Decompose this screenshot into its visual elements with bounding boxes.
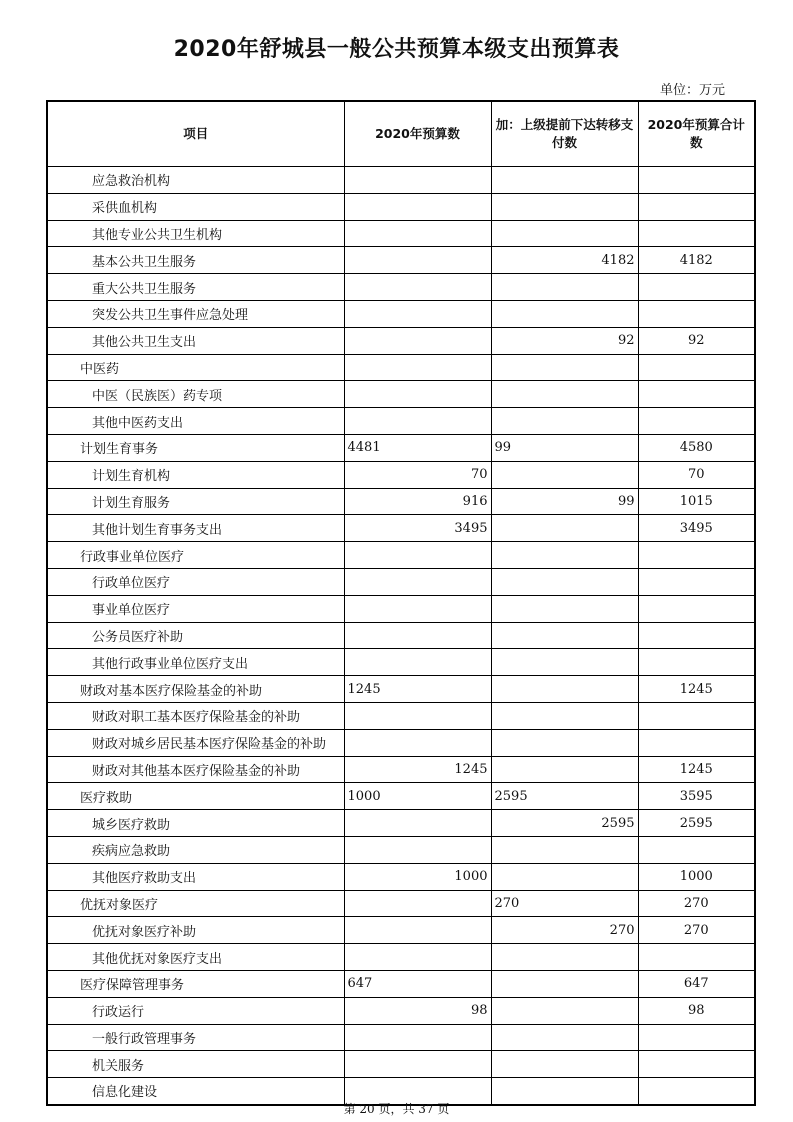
- row-total-value: 270: [638, 917, 755, 944]
- table-row: [47, 917, 755, 944]
- row-total-value: 2595: [638, 810, 755, 837]
- row-item-name: 中医（民族医）药专项: [47, 381, 344, 408]
- table-row: [47, 247, 755, 274]
- row-budget-value: [344, 327, 491, 354]
- row-item-name: 其他专业公共卫生机构: [47, 220, 344, 247]
- row-item-name: 采供血机构: [47, 193, 344, 220]
- unit-label: 单位：万元: [660, 83, 726, 98]
- row-item-name: 信息化建设: [47, 1078, 344, 1105]
- row-item-name: 计划生育机构: [47, 461, 344, 488]
- row-item-name: 其他医疗救助支出: [47, 863, 344, 890]
- row-transfer-value: [491, 970, 638, 997]
- table-row: [47, 300, 755, 327]
- row-transfer-value: [491, 676, 638, 703]
- row-item-name: 财政对城乡居民基本医疗保险基金的补助: [47, 729, 344, 756]
- row-total-value: [638, 836, 755, 863]
- row-transfer-value: [491, 702, 638, 729]
- row-budget-value: 4481: [344, 434, 491, 461]
- table-row: [47, 274, 755, 301]
- row-total-value: [638, 1051, 755, 1078]
- row-total-value: 647: [638, 970, 755, 997]
- row-budget-value: [344, 274, 491, 301]
- row-transfer-value: [491, 193, 638, 220]
- table-row: [47, 167, 755, 194]
- row-budget-value: 647: [344, 970, 491, 997]
- table-row: [47, 890, 755, 917]
- row-transfer-value: [491, 461, 638, 488]
- table-row: [47, 193, 755, 220]
- row-total-value: [638, 729, 755, 756]
- row-total-value: 4580: [638, 434, 755, 461]
- row-transfer-value: [491, 542, 638, 569]
- page-footer: 第 20 页，共 37 页: [343, 1102, 450, 1116]
- row-total-value: [638, 944, 755, 971]
- table-row: [47, 354, 755, 381]
- row-transfer-value: 2595: [491, 783, 638, 810]
- row-item-name: 其他公共卫生支出: [47, 327, 344, 354]
- table-header-row: [47, 101, 755, 167]
- row-transfer-value: [491, 568, 638, 595]
- row-transfer-value: 2595: [491, 810, 638, 837]
- row-budget-value: [344, 649, 491, 676]
- table-row: [47, 515, 755, 542]
- row-item-name: 公务员医疗补助: [47, 622, 344, 649]
- row-transfer-value: [491, 408, 638, 435]
- row-total-value: 270: [638, 890, 755, 917]
- row-budget-value: [344, 354, 491, 381]
- row-transfer-value: 99: [491, 434, 638, 461]
- row-transfer-value: 270: [491, 890, 638, 917]
- row-budget-value: 3495: [344, 515, 491, 542]
- row-total-value: [638, 408, 755, 435]
- table-row: [47, 622, 755, 649]
- row-transfer-value: [491, 167, 638, 194]
- row-total-value: [638, 167, 755, 194]
- row-item-name: 计划生育事务: [47, 434, 344, 461]
- table-row: [47, 729, 755, 756]
- row-total-value: [638, 300, 755, 327]
- row-item-name: 财政对职工基本医疗保险基金的补助: [47, 702, 344, 729]
- row-budget-value: [344, 890, 491, 917]
- row-total-value: 1245: [638, 756, 755, 783]
- row-transfer-value: [491, 836, 638, 863]
- row-item-name: 事业单位医疗: [47, 595, 344, 622]
- table-row: [47, 810, 755, 837]
- row-item-name: 优抚对象医疗补助: [47, 917, 344, 944]
- table-row: [47, 863, 755, 890]
- row-total-value: [638, 274, 755, 301]
- row-total-value: 1015: [638, 488, 755, 515]
- row-budget-value: 1245: [344, 756, 491, 783]
- row-budget-value: [344, 810, 491, 837]
- row-item-name: 财政对基本医疗保险基金的补助: [47, 676, 344, 703]
- budget-table: [46, 100, 756, 1106]
- header-transfer: 加：上级提前下达转移支付数: [491, 101, 638, 167]
- row-budget-value: 1245: [344, 676, 491, 703]
- row-total-value: [638, 542, 755, 569]
- page-title: 2020年舒城县一般公共预算本级支出预算表: [173, 37, 620, 62]
- row-item-name: 突发公共卫生事件应急处理: [47, 300, 344, 327]
- table-row: [47, 327, 755, 354]
- row-total-value: 70: [638, 461, 755, 488]
- row-item-name: 机关服务: [47, 1051, 344, 1078]
- table-row: [47, 220, 755, 247]
- row-budget-value: [344, 568, 491, 595]
- row-transfer-value: 99: [491, 488, 638, 515]
- row-transfer-value: [491, 997, 638, 1024]
- table-row: [47, 783, 755, 810]
- table-row: [47, 542, 755, 569]
- table-row: [47, 461, 755, 488]
- row-transfer-value: [491, 220, 638, 247]
- row-transfer-value: 4182: [491, 247, 638, 274]
- row-transfer-value: [491, 622, 638, 649]
- row-budget-value: [344, 300, 491, 327]
- row-budget-value: 98: [344, 997, 491, 1024]
- row-transfer-value: [491, 863, 638, 890]
- row-total-value: 3495: [638, 515, 755, 542]
- table-row: [47, 997, 755, 1024]
- row-total-value: 1000: [638, 863, 755, 890]
- header-total: 2020年预算合计数: [638, 101, 755, 167]
- row-item-name: 其他计划生育事务支出: [47, 515, 344, 542]
- row-budget-value: [344, 408, 491, 435]
- table-row: [47, 702, 755, 729]
- row-transfer-value: [491, 1024, 638, 1051]
- row-item-name: 医疗救助: [47, 783, 344, 810]
- row-transfer-value: [491, 274, 638, 301]
- row-item-name: 应急救治机构: [47, 167, 344, 194]
- row-item-name: 其他行政事业单位医疗支出: [47, 649, 344, 676]
- row-total-value: [638, 649, 755, 676]
- table-row: [47, 944, 755, 971]
- row-transfer-value: [491, 381, 638, 408]
- row-budget-value: 1000: [344, 783, 491, 810]
- row-item-name: 行政事业单位医疗: [47, 542, 344, 569]
- row-budget-value: [344, 917, 491, 944]
- table-row: [47, 408, 755, 435]
- row-transfer-value: [491, 595, 638, 622]
- table-row: [47, 381, 755, 408]
- row-total-value: 1245: [638, 676, 755, 703]
- table-row: [47, 1051, 755, 1078]
- row-total-value: [638, 622, 755, 649]
- table-row: [47, 434, 755, 461]
- row-total-value: 4182: [638, 247, 755, 274]
- row-budget-value: [344, 1051, 491, 1078]
- row-budget-value: [344, 381, 491, 408]
- row-total-value: [638, 193, 755, 220]
- header-budget: 2020年预算数: [344, 101, 491, 167]
- table-row: [47, 836, 755, 863]
- row-total-value: 92: [638, 327, 755, 354]
- row-budget-value: [344, 167, 491, 194]
- row-item-name: 其他优抚对象医疗支出: [47, 944, 344, 971]
- row-budget-value: 1000: [344, 863, 491, 890]
- table-row: [47, 595, 755, 622]
- row-item-name: 一般行政管理事务: [47, 1024, 344, 1051]
- table-row: [47, 488, 755, 515]
- row-item-name: 优抚对象医疗: [47, 890, 344, 917]
- row-transfer-value: [491, 756, 638, 783]
- table-row: [47, 649, 755, 676]
- row-transfer-value: [491, 354, 638, 381]
- table-row: [47, 1024, 755, 1051]
- row-item-name: 计划生育服务: [47, 488, 344, 515]
- row-transfer-value: [491, 944, 638, 971]
- row-budget-value: [344, 542, 491, 569]
- row-transfer-value: [491, 300, 638, 327]
- row-transfer-value: [491, 515, 638, 542]
- header-item: 项目: [47, 101, 344, 167]
- row-budget-value: [344, 729, 491, 756]
- row-budget-value: [344, 1024, 491, 1051]
- row-transfer-value: 92: [491, 327, 638, 354]
- row-budget-value: [344, 595, 491, 622]
- row-transfer-value: 270: [491, 917, 638, 944]
- row-transfer-value: [491, 649, 638, 676]
- row-transfer-value: [491, 729, 638, 756]
- row-budget-value: [344, 836, 491, 863]
- row-item-name: 医疗保障管理事务: [47, 970, 344, 997]
- row-total-value: [638, 702, 755, 729]
- row-item-name: 基本公共卫生服务: [47, 247, 344, 274]
- row-total-value: [638, 354, 755, 381]
- row-transfer-value: [491, 1051, 638, 1078]
- row-total-value: [638, 381, 755, 408]
- row-item-name: 重大公共卫生服务: [47, 274, 344, 301]
- row-total-value: [638, 595, 755, 622]
- row-item-name: 财政对其他基本医疗保险基金的补助: [47, 756, 344, 783]
- row-budget-value: [344, 247, 491, 274]
- row-total-value: [638, 220, 755, 247]
- row-budget-value: [344, 622, 491, 649]
- row-total-value: [638, 568, 755, 595]
- row-item-name: 中医药: [47, 354, 344, 381]
- table-row: [47, 568, 755, 595]
- row-item-name: 其他中医药支出: [47, 408, 344, 435]
- row-budget-value: 70: [344, 461, 491, 488]
- row-item-name: 行政单位医疗: [47, 568, 344, 595]
- table-row: [47, 676, 755, 703]
- table-row: [47, 970, 755, 997]
- table-row: [47, 756, 755, 783]
- table-body: [47, 167, 755, 1105]
- row-item-name: 城乡医疗救助: [47, 810, 344, 837]
- row-budget-value: [344, 220, 491, 247]
- row-budget-value: [344, 702, 491, 729]
- row-total-value: [638, 1024, 755, 1051]
- row-total-value: 98: [638, 997, 755, 1024]
- row-budget-value: [344, 193, 491, 220]
- row-item-name: 行政运行: [47, 997, 344, 1024]
- row-budget-value: [344, 944, 491, 971]
- row-item-name: 疾病应急救助: [47, 836, 344, 863]
- row-budget-value: 916: [344, 488, 491, 515]
- row-total-value: 3595: [638, 783, 755, 810]
